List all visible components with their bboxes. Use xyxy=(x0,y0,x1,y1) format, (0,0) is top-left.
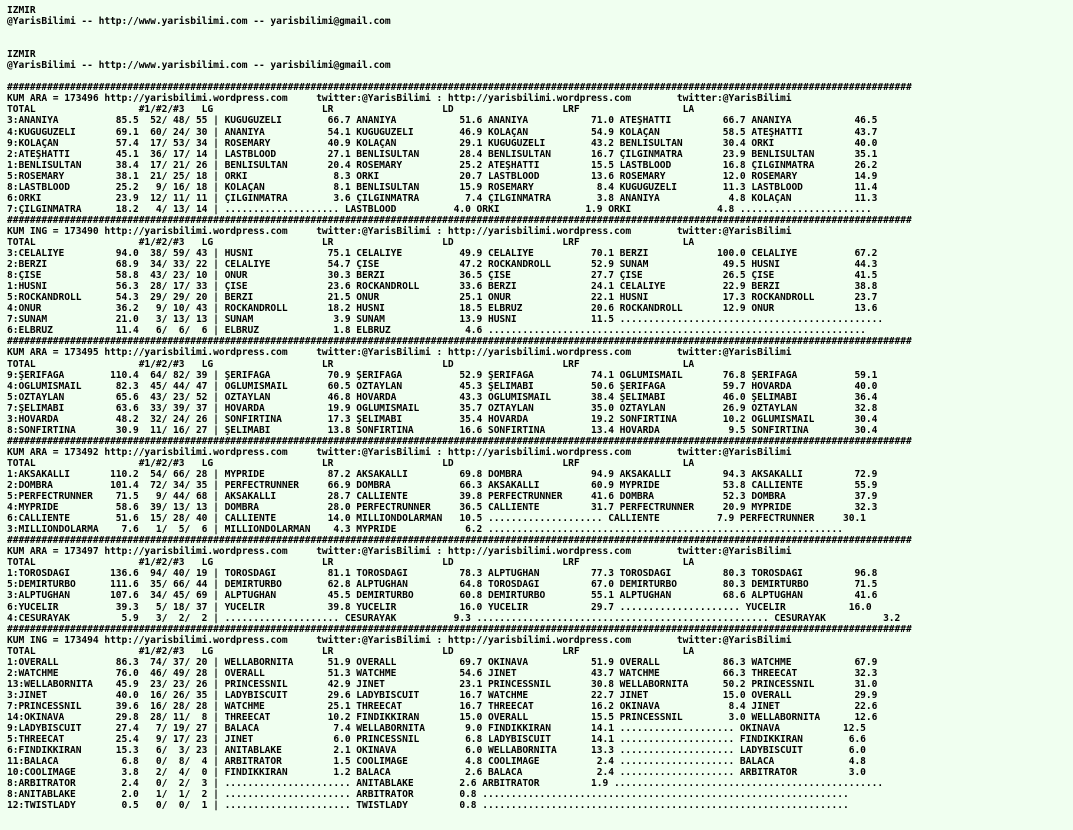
separator-line: ############################################################################################################################################################## xyxy=(7,214,912,226)
site-contact-line: @YarisBilimi -- http://www.yarisbilimi.com -- yarisbilimi@gmail.com xyxy=(7,16,391,28)
result-row: 1:OVERALL 86.3 74/ 37/ 20 | WELLABORNITA 51.9 OVERALL 69.7 OKINAVA 51.9 OVERALL 86.3 WATCHME 67.9 xyxy=(7,656,878,668)
column-header-row: TOTAL #1/#2/#3 LG LR LD LRF LA xyxy=(7,557,695,569)
result-row: 2:ATEŞHATTI 45.1 36/ 17/ 14 | LASTBLOOD 27.1 BENLİSULTAN 28.4 BENLİSULTAN 16.7 ÇILGINMATRA 23.9 BENLİSULTAN 35.1 xyxy=(7,148,878,160)
result-row: 2:DOMBRA 101.4 72/ 34/ 35 | PERFECTRUNNER 66.9 DOMBRA 66.3 AKSAKALLI 60.9 MYPRIDE 53.8 CALLİENTE 55.9 xyxy=(7,480,878,492)
result-row: 9:LADYBISCUIT 27.4 7/ 19/ 27 | BALACA 7.4 WELLABORNITA 9.0 FINDIKKIRAN 14.1 .................... OKINAVA 12.5 xyxy=(7,723,866,735)
result-row: 5:ROSEMARY 38.1 21/ 25/ 18 | ORKİ 8.3 ORKİ 20.7 LASTBLOOD 13.6 ROSEMARY 12.0 ROSEMARY 14.9 xyxy=(7,170,878,182)
site-contact-line: @YarisBilimi -- http://www.yarisbilimi.com -- yarisbilimi@gmail.com xyxy=(7,60,391,72)
blank-line xyxy=(7,71,1073,82)
race-header: KUM İNG = 173494 http://yarisbilimi.wordpress.com twitter:@YarisBilimi : http://yarisbilimi.wordpress.com twitter:@YarisBilimi xyxy=(7,634,792,646)
separator-line: ############################################################################################################################################################## xyxy=(7,435,912,447)
city-heading: IZMIR xyxy=(7,49,36,61)
column-header-row: TOTAL #1/#2/#3 LG LR LD LRF LA xyxy=(7,236,695,248)
result-row: 7:SUNAM 21.0 3/ 13/ 13 | SUNAM 3.9 SUNAM 13.9 HÜSNİ 11.5 .............................................. xyxy=(7,314,884,326)
result-row: 12:TWISTLADY 0.5 0/ 0/ 1 | ...................... TWISTLADY 0.8 ................................................................ xyxy=(7,800,849,812)
result-row: 2:BERZİ 68.9 34/ 33/ 22 | CELALİYE 54.7 ÇİSE 47.2 ROCKANDROLL 52.9 SUNAM 49.5 HÜSNİ 44.3 xyxy=(7,259,878,271)
result-row: 6:ORKİ 23.9 12/ 11/ 11 | ÇILGINMATRA 3.6 ÇILGINMATRA 7.4 ÇILGINMATRA 3.8 ANANİYA 4.8 KOLAÇAN 11.3 xyxy=(7,192,878,204)
separator-line: ############################################################################################################################################################## xyxy=(7,336,912,348)
result-row: 6:YÜCELİR 39.3 5/ 18/ 37 | YÜCELİR 39.8 YÜCELİR 16.0 YÜCELİR 29.7 ..................... YÜCELİR 16.0 xyxy=(7,601,872,613)
column-header-row: TOTAL #1/#2/#3 LG LR LD LRF LA xyxy=(7,104,695,116)
city-heading: IZMIR xyxy=(7,5,36,16)
result-row: 4:CESURAYAK 5.9 3/ 2/ 2 | .................... CESURAYAK 9.3 ................................................... CESURAYAK 3.2 xyxy=(7,612,901,624)
separator-line: ############################################################################################################################################################## xyxy=(7,623,912,635)
result-row: 6:FINDIKKIRAN 15.3 6/ 3/ 23 | ANITABLAKE 2.1 OKINAVA 6.0 WELLABORNITA 13.3 .................... LADYBISCUIT 6.0 xyxy=(7,745,866,757)
race-header: KUM ARA = 173496 http://yarisbilimi.wordpress.com twitter:@YarisBilimi : http://yarisbilimi.wordpress.com twitter:@YarisBilimi xyxy=(7,93,792,105)
result-row: 7:PRINCESSNIL 39.6 16/ 28/ 28 | WATCHME 25.1 THREECAT 16.7 THREECAT 16.2 OKINAVA 8.4 JİNET 22.6 xyxy=(7,700,878,712)
result-row: 4:ONUR 36.2 9/ 10/ 43 | ROCKANDROLL 18.2 HÜSNİ 18.5 ELBRUZ 20.6 ROCKANDROLL 12.9 ONUR 13.6 xyxy=(7,303,878,315)
race-header: KUM ARA = 173497 http://yarisbilimi.wordpress.com twitter:@YarisBilimi : http://yarisbilimi.wordpress.com twitter:@YarisBilimi xyxy=(7,546,792,558)
blank-line xyxy=(7,27,1073,38)
result-row: 8:LASTBLOOD 25.2 9/ 16/ 18 | KOLAÇAN 8.1 BENLİSULTAN 15.9 ROSEMARY 8.4 KUGUGÜZELİ 11.3 LASTBLOOD 11.4 xyxy=(7,181,878,193)
result-row: 3:JİNET 40.0 16/ 26/ 35 | LADYBISCUIT 29.6 LADYBISCUIT 16.7 WATCHME 22.7 JİNET 15.0 OVERALL 29.9 xyxy=(7,689,878,701)
result-row: 1:AKSAKALLI 110.2 54/ 66/ 28 | MYPRIDE 87.2 AKSAKALLI 69.8 DOMBRA 94.9 AKSAKALLI 94.3 AKSAKALLI 72.9 xyxy=(7,468,878,480)
separator-line: ############################################################################################################################################################## xyxy=(7,535,912,547)
blank-line xyxy=(7,38,1073,49)
result-row: 9:ŞERİFAĞA 110.4 64/ 82/ 39 | ŞERİFAĞA 70.9 ŞERİFAĞA 52.9 ŞERİFAĞA 74.1 OĞLUMİSMAİL 76.8 ŞERİFAĞA 59.1 xyxy=(7,369,878,381)
race-header: KUM ARA = 173495 http://yarisbilimi.wordpress.com twitter:@YarisBilimi : http://yarisbilimi.wordpress.com twitter:@YarisBilimi xyxy=(7,347,792,359)
result-row: 4:MYPRIDE 58.6 39/ 13/ 13 | DOMBRA 28.0 PERFECTRUNNER 36.5 CALLİENTE 31.7 PERFECTRUNNER 20.9 MYPRIDE 32.3 xyxy=(7,502,878,514)
result-row: 1:BENLİSULTAN 38.4 17/ 21/ 26 | BENLİSULTAN 20.4 ROSEMARY 25.2 ATEŞHATTI 15.5 LASTBLOOD 16.8 ÇILGINMATRA 26.2 xyxy=(7,159,878,171)
result-row: 3:CELALİYE 94.0 38/ 59/ 43 | HÜSNİ 75.1 CELALİYE 49.9 CELALİYE 70.1 BERZİ 100.0 CELALİYE 67.2 xyxy=(7,248,878,260)
result-row: 5:PERFECTRUNNER 71.5 9/ 44/ 68 | AKSAKALLI 28.7 CALLİENTE 39.8 PERFECTRUNNER 41.6 DOMBRA 52.3 DOMBRA 37.9 xyxy=(7,491,878,503)
result-row: 7:ŞELİMABİ 63.6 33/ 39/ 37 | HOVARDA 19.9 OĞLUMİSMAİL 35.7 ÖZTAYLAN 35.0 ÖZTAYLAN 26.9 ÖZTAYLAN 32.8 xyxy=(7,402,878,414)
result-row: 2:WATCHME 76.0 46/ 49/ 28 | OVERALL 51.3 WATCHME 54.6 JİNET 43.7 WATCHME 66.3 THREECAT 32.3 xyxy=(7,667,878,679)
result-row: 8:SONFIRTINA 30.9 11/ 16/ 27 | ŞELİMABİ 13.8 SONFIRTINA 16.6 SONFIRTINA 13.4 HOVARDA 9.5 SONFIRTINA 30.4 xyxy=(7,424,878,436)
result-row: 10:COOLIMAGE 3.8 2/ 4/ 0 | FINDIKKIRAN 1.2 BALACA 2.6 BALACA 2.4 .................... ARBITRATOR 3.0 xyxy=(7,767,866,779)
race-header: KUM İNG = 173490 http://yarisbilimi.wordpress.com twitter:@YarisBilimi : http://yarisbilimi.wordpress.com twitter:@YarisBilimi xyxy=(7,225,792,237)
result-row: 8:ANITABLAKE 2.0 1/ 1/ 2 | ...................... ARBITRATOR 0.8 ................................................................ xyxy=(7,789,849,801)
result-row: 9:KOLAÇAN 57.4 17/ 53/ 34 | ROSEMARY 40.9 KOLAÇAN 29.1 KUGUGÜZELİ 43.2 BENLİSULTAN 30.4 ORKİ 40.0 xyxy=(7,137,878,149)
separator-line: ############################################################################################################################################################## xyxy=(7,82,912,94)
result-row: 1:HÜSNİ 56.3 28/ 17/ 33 | ÇİSE 23.6 ROCKANDROLL 33.6 BERZİ 24.1 CELALİYE 22.9 BERZİ 38.8 xyxy=(7,281,878,293)
result-row: 6:ELBRUZ 11.4 6/ 6/ 6 | ELBRUZ 1.8 ELBRUZ 4.6 .................................................................. xyxy=(7,325,866,337)
result-row: 4:KUGUGÜZELİ 69.1 60/ 24/ 30 | ANANİYA 54.1 KUGUGÜZELİ 46.9 KOLAÇAN 54.9 KOLAÇAN 58.5 ATEŞHATTI 43.7 xyxy=(7,126,878,138)
result-row: 14:OKINAVA 29.8 28/ 11/ 8 | THREECAT 10.2 FINDIKKIRAN 15.0 OVERALL 15.5 PRINCESSNIL 3.0 WELLABORNITA 12.6 xyxy=(7,712,878,723)
result-row: 11:BALACA 6.8 0/ 8/ 4 | ARBITRATOR 1.5 COOLIMAGE 4.8 COOLIMAGE 2.4 .................... BALACA 4.8 xyxy=(7,756,866,768)
result-row: 5:THREECAT 25.4 9/ 17/ 23 | JİNET 6.0 PRINCESSNIL 6.8 LADYBISCUIT 14.1 .................... FINDIKKIRAN 6.6 xyxy=(7,734,866,746)
result-row: 8:ARBITRATOR 2.4 0/ 2/ 3 | ...................... ANITABLAKE 2.6 ARBITRATOR 1.9 ............................................... xyxy=(7,778,884,790)
column-header-row: TOTAL #1/#2/#3 LG LR LD LRF LA xyxy=(7,457,695,469)
race-header: KUM ARA = 173492 http://yarisbilimi.wordpress.com twitter:@YarisBilimi : http://yarisbilimi.wordpress.com twitter:@YarisBilimi xyxy=(7,446,792,458)
result-row: 5:DEMİRTURBO 111.6 35/ 66/ 44 | DEMİRTURBO 62.8 ALPTUĞHAN 64.8 TOROSDAĞI 67.0 DEMİRTURBO 80.3 DEMİRTURBO 71.5 xyxy=(7,579,878,591)
result-row: 8:ÇİSE 58.8 43/ 23/ 10 | ONUR 30.3 BERZİ 36.5 ÇİSE 27.7 ÇİSE 26.5 ÇİSE 41.5 xyxy=(7,270,878,282)
result-row: 6:CALLİENTE 51.6 15/ 28/ 40 | CALLİENTE 14.0 MILLIONDOLARMAN 10.5 .................... CALLİENTE 7.9 PERFECTRUNNER 30.1 xyxy=(7,513,866,525)
result-row: 3:ALPTUĞHAN 107.6 34/ 45/ 69 | ALPTUĞHAN 45.5 DEMİRTURBO 60.8 DEMİRTURBO 55.1 ALPTUĞHAN 68.6 ALPTUĞHAN 41.6 xyxy=(7,590,878,602)
column-header-row: TOTAL #1/#2/#3 LG LR LD LRF LA xyxy=(7,358,695,370)
result-row: 3:HOVARDA 48.2 32/ 24/ 26 | SONFIRTINA 17.3 ŞELİMABİ 35.4 HOVARDA 19.2 SONFIRTINA 10.2 OĞLUMİSMAİL 30.4 xyxy=(7,413,878,425)
result-row: 4:OĞLUMİSMAİL 82.3 45/ 44/ 47 | OĞLUMİSMAİL 60.5 ÖZTAYLAN 45.3 ŞELİMABİ 50.6 ŞERİFAĞA 59.7 HOVARDA 40.0 xyxy=(7,380,878,392)
result-row: 1:TOROSDAĞI 136.6 94/ 40/ 19 | TOROSDAĞI 81.1 TOROSDAĞI 78.3 ALPTUĞHAN 77.3 TOROSDAĞI 80.3 TOROSDAĞI 96.8 xyxy=(7,568,878,580)
result-row: 3:MILLIONDOLARMA 7.6 1/ 5/ 6 | MILLIONDOLARMAN 4.3 MYPRIDE 6.2 .............................................................. xyxy=(7,524,843,536)
column-header-row: TOTAL #1/#2/#3 LG LR LD LRF LA xyxy=(7,645,695,657)
result-row: 13:WELLABORNITA 45.9 23/ 23/ 26 | PRINCESSNIL 42.9 JİNET 23.1 PRINCESSNIL 30.8 WELLABORNITA 50.2 PRINCESSNIL 31.0 xyxy=(7,678,878,690)
result-row: 7:ÇILGINMATRA 18.2 4/ 13/ 14 | .................... LASTBLOOD 4.0 ORKİ 1.9 ORKİ 4.8 ....................... xyxy=(7,203,872,215)
result-row: 3:ANANİYA 85.5 52/ 48/ 55 | KUGUGÜZELİ 66.7 ANANİYA 51.6 ANANİYA 71.0 ATEŞHATTI 66.7 ANANİYA 46.5 xyxy=(7,115,878,127)
result-row: 5:ÖZTAYLAN 65.6 43/ 23/ 52 | ÖZTAYLAN 46.8 HOVARDA 43.3 OĞLUMİSMAİL 38.4 ŞELİMABİ 46.0 ŞELİMABİ 36.4 xyxy=(7,391,878,403)
result-row: 5:ROCKANDROLL 54.3 29/ 29/ 20 | BERZİ 21.5 ONUR 25.1 ONUR 22.1 HÜSNİ 17.3 ROCKANDROLL 23.7 xyxy=(7,292,878,304)
